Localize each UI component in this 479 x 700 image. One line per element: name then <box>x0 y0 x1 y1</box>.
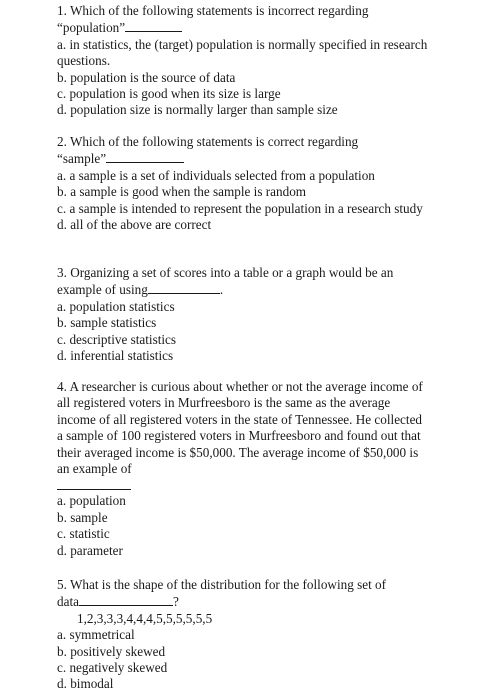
question-2-stem-line-2 <box>57 150 429 167</box>
question-3-stem-line-2 <box>57 281 429 298</box>
question-4-option-a: a. population <box>57 493 126 509</box>
question-2-stem-line-1: 2. Which of the following statements is correct regarding <box>57 134 359 149</box>
question-5-stem-line-1: 5. What is the shape of the distribution for the following set of <box>57 577 387 592</box>
answer-blank <box>148 281 220 294</box>
question-5-option-d: d. bimodal <box>57 676 114 692</box>
question-1-option-c: c. population is good when its size is large <box>57 86 281 102</box>
answer-blank <box>79 593 173 606</box>
question-1-stem-line-1: 1. Which of the following statements is incorrect regarding <box>57 3 369 18</box>
question-1-option-b: b. population is the source of data <box>57 69 236 85</box>
question-3-option-a: a. population statistics <box>57 298 175 314</box>
question-2-option-c: c. a sample is intended to represent the population in a research study <box>57 200 423 216</box>
question-1-option-a: a. in statistics, the (target) population is normally specified in research questions. <box>57 36 428 69</box>
question-1-term: “population” <box>57 20 126 36</box>
question-3 <box>57 265 429 364</box>
question-4-option-c: c. statistic <box>57 526 110 542</box>
question-2-term: “sample” <box>57 151 107 167</box>
question-3-option-d: d. inferential statistics <box>57 348 174 364</box>
question-1-stem-line-2 <box>57 19 429 36</box>
answer-blank <box>57 477 131 490</box>
question-4-option-b: b. sample <box>57 509 108 525</box>
question-5-option-a: a. symmetrical <box>57 627 135 643</box>
answer-blank <box>106 150 184 163</box>
question-5-data-values: 1,2,3,3,3,4,4,4,5,5,5,5,5,5 <box>77 610 213 626</box>
question-4-option-d: d. parameter <box>57 542 123 558</box>
question-2-option-b: b. a sample is good when the sample is random <box>57 184 307 200</box>
question-4 <box>57 379 429 559</box>
question-5-stem-text: data <box>57 594 79 610</box>
question-3-option-b: b. sample statistics <box>57 315 157 331</box>
answer-blank <box>125 19 182 32</box>
question-3-stem-period: . <box>219 282 224 298</box>
question-4-stem: 4. A researcher is curious about whether or not the average income of all registered voters in Murfreesboro is the same as the average income of all registered voters in the state of Tennessee. He collected a sample of 100 registered voters in Murfreesboro and found out that their averaged income is $50,000. The average income of $50,000 is an example of <box>57 379 423 477</box>
question-3-stem-line-1: 3. Organizing a set of scores into a table or a graph would be an <box>57 265 394 280</box>
question-2-option-a: a. a sample is a set of individuals selected from a population <box>57 167 375 183</box>
question-1-option-d: d. population size is normally larger than sample size <box>57 102 338 118</box>
question-5-stem-line-2 <box>57 593 429 610</box>
question-2-option-d: d. all of the above are correct <box>57 217 212 233</box>
question-1 <box>57 3 429 119</box>
question-4-blank-line <box>57 477 429 493</box>
question-5-question-mark: ? <box>172 594 179 610</box>
question-5 <box>57 577 429 693</box>
question-5-option-c: c. negatively skewed <box>57 660 168 676</box>
question-5-option-b: b. positively skewed <box>57 643 166 659</box>
question-3-option-c: c. descriptive statistics <box>57 331 177 347</box>
question-2 <box>57 134 429 233</box>
question-3-stem-text: example of using <box>57 282 148 298</box>
